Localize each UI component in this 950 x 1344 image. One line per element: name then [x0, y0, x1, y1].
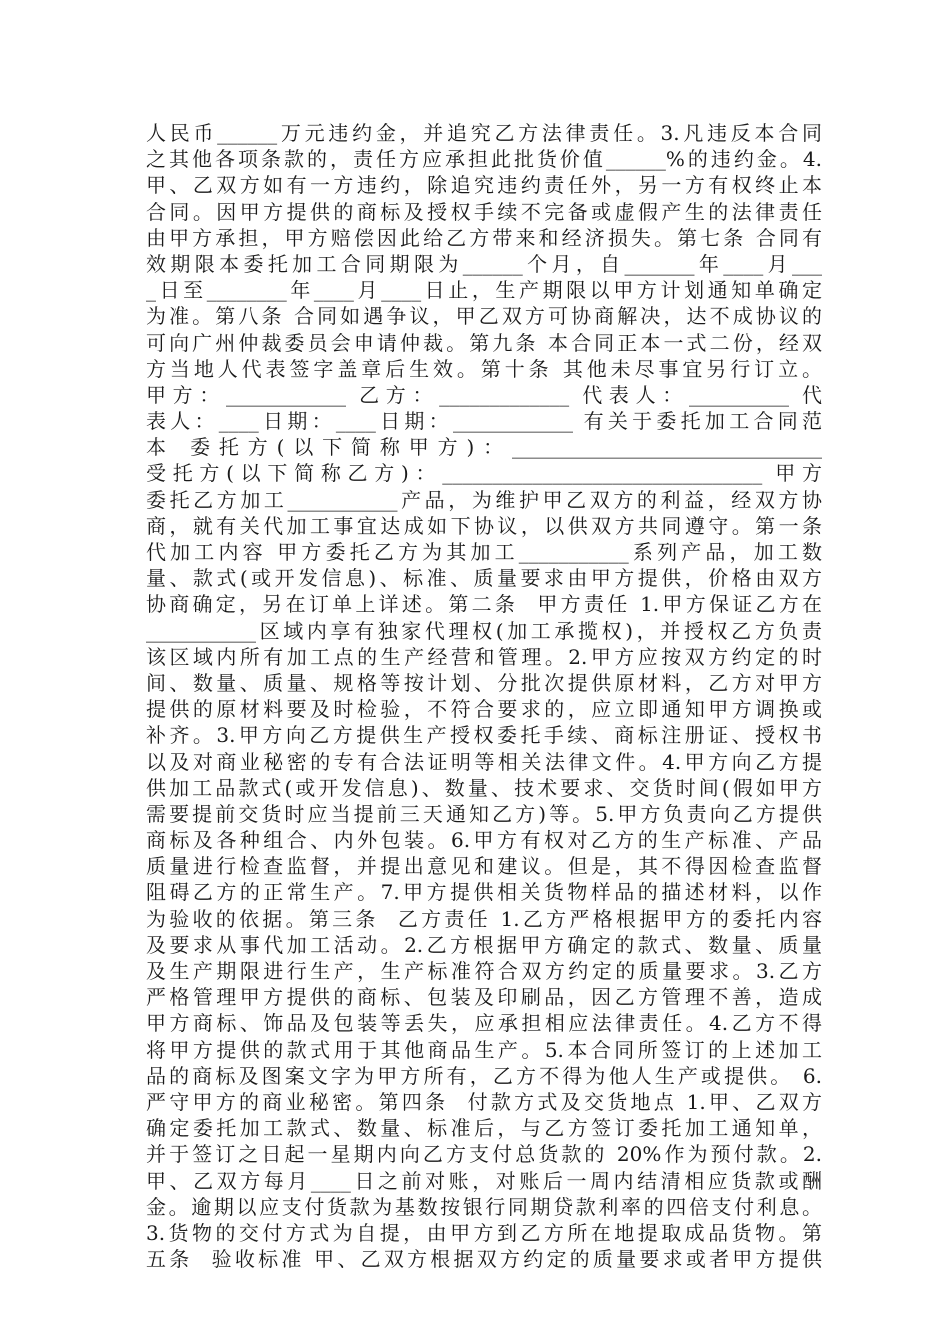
- text-line: 之其他各项条款的，责任方应承担此批货价值______%的违约金。4.: [146, 147, 822, 172]
- text-line: 合同。因甲方提供的商标及授权手续不完备或虚假产生的法律责任: [146, 199, 822, 224]
- text-line: 为验收的依据。第三条 乙方责任 1.乙方严格根据甲方的委托内容: [146, 906, 822, 931]
- text-line: 委托乙方加工___________产品，为维护甲乙双方的利益，经双方协: [146, 487, 822, 512]
- text-line: 人民币______万元违约金，并追究乙方法律责任。3.凡违反本合同: [146, 121, 822, 145]
- text-line: 商，就有关代加工事宜达成如下协议，以供双方共同遵守。第一条: [146, 513, 822, 538]
- text-line: 提供的原材料要及时检验，不符合要求的，应立即通知甲方调换或: [146, 697, 822, 722]
- text-line: 五条 验收标准 甲、乙双方根据双方约定的质量要求或者甲方提供: [146, 1247, 822, 1272]
- text-line: 甲、乙双方每月____日之前对账，对账后一周内结清相应货款或酬: [146, 1168, 822, 1193]
- text-line: 甲方：____________ 乙方：_____________ 代表人：__________ 代: [146, 382, 822, 407]
- text-line: 协商确定，另在订单上详述。第二条 甲方责任 1.甲方保证乙方在: [146, 592, 822, 617]
- text-line: 表人：____日期：____日期：____________ 有关于委托加工合同范: [146, 409, 822, 434]
- text-line: 确定委托加工款式、数量、标准后，与乙方签订委托加工通知单，: [146, 1116, 822, 1141]
- text-line: 及生产期限进行生产，生产标准符合双方约定的质量要求。3.乙方: [146, 959, 822, 983]
- text-line: 并于签订之日起一星期内向乙方支付总货款的 20%作为预付款。2.: [146, 1142, 822, 1167]
- text-line: 将甲方提供的款式用于其他商品生产。5.本合同所签订的上述加工: [146, 1037, 822, 1062]
- text-line: 阻碍乙方的正常生产。7.甲方提供相关货物样品的描述材料，以作: [146, 880, 822, 905]
- text-line: 及要求从事代加工活动。2.乙方根据甲方确定的款式、数量、质量: [146, 932, 822, 957]
- text-line: 以及对商业秘密的专有合法证明等相关法律文件。4.甲方向乙方提: [146, 749, 822, 774]
- text-line: 严格管理甲方提供的商标、包装及印刷品，因乙方管理不善，造成: [146, 985, 822, 1010]
- text-line: 间、数量、质量、规格等按计划、分批次提供原材料，乙方对甲方: [146, 670, 822, 695]
- text-line: 品的商标及图案文字为甲方所有，乙方不得为他人生产或提供。 6.: [146, 1063, 822, 1088]
- text-line: 量、款式(或开发信息)、标准、质量要求由甲方提供，价格由双方: [146, 566, 822, 591]
- text-line: 效期限本委托加工合同期限为______个月，自_______年____月___: [146, 251, 822, 276]
- text-line: 3.货物的交付方式为自提，由甲方到乙方所在地提取成品货物。第: [146, 1220, 822, 1245]
- text-line: 方当地人代表签字盖章后生效。第十条 其他未尽事宜另行订立。: [146, 356, 822, 381]
- contract-body-text: [146, 120, 822, 1272]
- text-line: 该区域内所有加工点的生产经营和管理。2.甲方应按双方约定的时: [146, 644, 822, 669]
- text-line: 代加工内容 甲方委托乙方为其加工___________系列产品，加工数: [146, 540, 822, 564]
- text-line: 质量进行检查监督，并提出意见和建议。但是，其不得因检查监督: [146, 854, 822, 879]
- text-line: 可向广州仲裁委员会申请仲裁。第九条 本合同正本一式二份，经双: [146, 330, 822, 355]
- text-line: 甲、乙双方如有一方违约，除追究违约责任外，另一方有权终止本: [146, 173, 822, 198]
- text-line: 受托方(以下简称乙方)：________________________________ 甲方: [146, 461, 822, 486]
- text-line: 供加工品款式(或开发信息)、数量、技术要求、交货时间(假如甲方: [146, 775, 822, 800]
- text-line: 金。逾期以应支付货款为基数按银行同期贷款利率的四倍支付利息。: [146, 1194, 822, 1219]
- text-line: 补齐。3.甲方向乙方提供生产授权委托手续、商标注册证、授权书: [146, 723, 822, 748]
- text-line: _日至________年____月____日止，生产期限以甲方计划通知单确定: [146, 278, 822, 303]
- text-line: ___________区域内享有独家代理权(加工承揽权)，并授权乙方负责: [146, 618, 822, 643]
- text-line: 本 委托方(以下简称甲方)：_______________________________: [146, 435, 822, 460]
- text-line: 需要提前交货时应当提前三天通知乙方)等。5.甲方负责向乙方提供: [146, 801, 822, 826]
- text-line: 为准。第八条 合同如遇争议，甲乙双方可协商解决，达不成协议的: [146, 304, 822, 329]
- text-line: 严守甲方的商业秘密。第四条 付款方式及交货地点 1.甲、乙双方: [146, 1089, 822, 1114]
- text-line: 商标及各种组合、内外包装。6.甲方有权对乙方的生产标准、产品: [146, 828, 822, 853]
- text-line: 甲方商标、饰品及包装等丢失，应承担相应法律责任。4.乙方不得: [146, 1011, 822, 1036]
- text-line: 由甲方承担，甲方赔偿因此给乙方带来和经济损失。第七条 合同有: [146, 225, 822, 250]
